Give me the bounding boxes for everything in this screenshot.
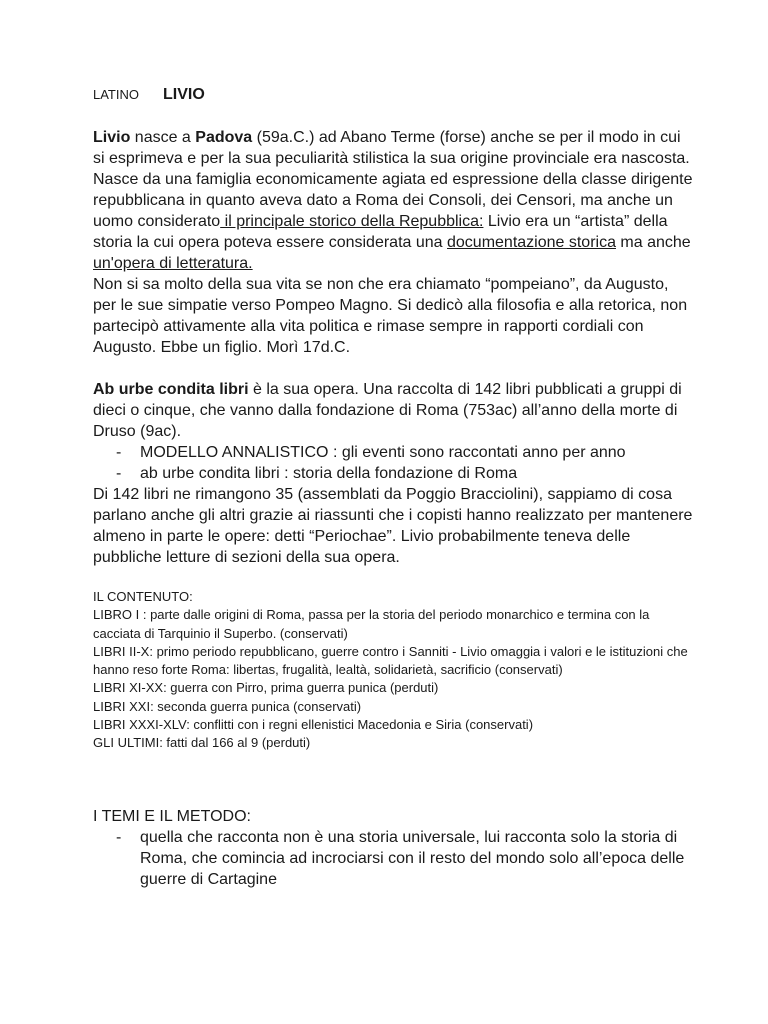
bio-paragraph-1: Livio nasce a Padova (59a.C.) ad Abano Terme (forse) anche se per il modo in cui si esprimeva e per la sua peculiarità stilistica la sua origine provinciale era nascosta. [93,129,690,167]
work-paragraph: Ab urbe condita libri è la sua opera. Una raccolta di 142 libri pubblicati a gruppi di dieci o cinque, che vanno dalla fondazione di Roma (753ac) all’anno della morte di Druso (9ac). [93,381,682,440]
bio-paragraph-2: Nasce da una famiglia economicamente agiata ed espressione della classe dirigente repubblicana in quanto aveva dato a Roma dei Consoli, dei Censori, ma anche un uomo considerato il principale storico della Repubblica: Livio era un “artista” della storia la cui opera poteva essere considerata una documentazione storica ma anche un'opera di letteratura. [93,171,693,272]
list-item: LIBRI XXXI-XLV: conflitti con i regni ellenistici Macedonia e Siria (conservati) [93,717,534,733]
underlined-phrase-3: un'opera di letteratura. [93,255,253,272]
dash-bullet: - [116,444,122,461]
dash-bullet: - [116,828,122,846]
list-item: - quella che racconta non è una storia universale, lui racconta solo la storia di Roma, che comincia ad incrociarsi con il resto del mondo solo all’epoca delle guerre di Cartagine [116,828,685,888]
themes-bullet-list [93,827,693,890]
underlined-phrase-2: documentazione storica [447,234,616,251]
birth-city: Padova [195,129,253,146]
list-item: - ab urbe condita libri : storia della fondazione di Roma [116,465,518,482]
author-name: Livio [93,129,131,146]
themes-heading: I TEMI E IL METODO: [93,807,251,825]
contents-section [93,588,693,753]
list-item: GLI ULTIMI: fatti dal 166 al 9 (perduti) [93,735,311,751]
work-after-paragraph: Di 142 libri ne rimangono 35 (assemblati da Poggio Bracciolini), sappiamo di cosa parlano anche gli altri grazie ai riassunti che i copisti hanno realizzato per mantenere almeno in parte le opere: detti “Periochae”. Livio probabilmente teneva delle pubbliche letture di sezioni della sua opera. [93,486,693,566]
work-bullet-list [93,442,693,484]
list-item: LIBRI XI-XX: guerra con Pirro, prima guerra punica (perduti) [93,680,439,696]
spacer [93,568,693,589]
list-item: LIBRI II-X: primo periodo repubblicano, guerre contro i Sanniti - Livio omaggia i valori e le istituzioni che hanno reso forte Roma: libertas, frugalità, lealtà, solidarietà, sacrificio (conservati) [93,643,688,678]
list-item: - MODELLO ANNALISTICO : gli eventi sono raccontati anno per anno [116,444,626,461]
dash-bullet: - [116,465,122,482]
contents-heading: IL CONTENUTO: [93,589,193,604]
spacer [93,106,693,127]
work-title: Ab urbe condita libri [93,381,249,398]
bio-paragraph-3: Non si sa molto della sua vita se non che era chiamato “pompeiano”, da Augusto, per le sue simpatie verso Pompeo Magno. Si dedicò alla filosofia e alla retorica, non partecipò attivamente alla vita politica e rimase sempre in rapporti cordiali con Augusto. Ebbe un figlio. Morì 17d.C. [93,276,688,356]
list-item: LIBRO I : parte dalle origini di Roma, passa per la storia del periodo monarchico e termina con la cacciata di Tarquinio il Superbo. (conservati) [93,607,650,641]
author-title: LIVIO [163,86,205,103]
subject-label: LATINO [93,87,139,102]
document-header [93,84,693,106]
spacer [93,358,693,379]
list-item: LIBRI XXI: seconda guerra punica (conservati) [93,698,362,714]
document-page [93,84,693,890]
underlined-phrase-1: il principale storico della Repubblica: [220,213,484,230]
